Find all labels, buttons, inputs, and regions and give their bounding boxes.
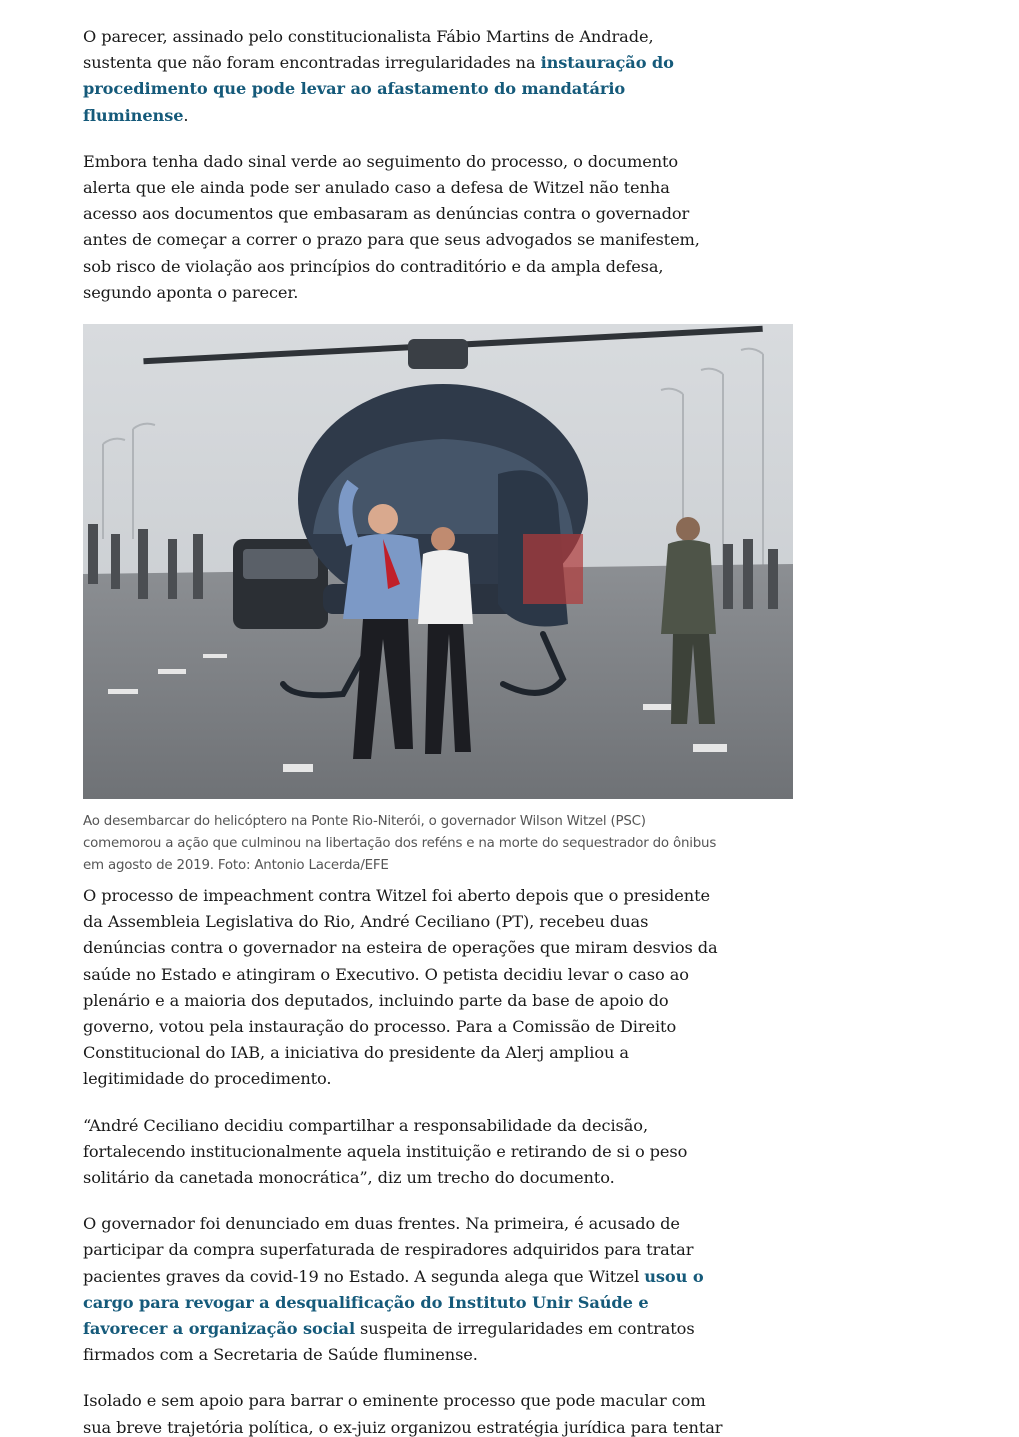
paragraph-5-text-before: O governador foi denunciado em duas frentes. Na primeira, é acusado de participar da compra superfaturada de respiradores adquiridos para tratar pacientes graves da covid-19 no Estado. A segunda alega que Witzel (83, 1214, 694, 1286)
link-instituto-unir-saude[interactable]: usou o cargo para revogar a desqualificação do Instituto Unir Saúde e favorecer a organização social (83, 1266, 704, 1339)
paragraph-2: Embora tenha dado sinal verde ao seguimento do processo, o documento alerta que ele ainda pode ser anulado caso a defesa de Witzel não tenha acesso aos documentos que embasaram as denúncias contra o governador antes de começar a correr o prazo para que seus advogados se manifestem, sob risco de violação aos princípios do contraditório e da ampla defesa, segundo aponta o parecer. (83, 151, 700, 302)
paragraph-1-text-after: . (183, 105, 189, 125)
link-procedimento-afastamento[interactable]: instauração do procedimento que pode levar ao afastamento do mandatário fluminense (83, 53, 674, 125)
paragraph-4: “André Ceciliano decidiu compartilhar a responsabilidade da decisão, fortalecendo institucionalmente aquela instituição e retirando de si o peso solitário da canetada monocrática”, diz um trecho do documento. (83, 1115, 688, 1188)
paragraph-6: Isolado e sem apoio para barrar o eminente processo que pode macular com sua breve trajetória política, o ex-juiz organizou estratégia jurídica para tentar (83, 1391, 723, 1437)
photo-helicopter-witzel (83, 324, 793, 799)
paragraph-5 (83, 1211, 723, 1368)
paragraph-3: O processo de impeachment contra Witzel foi aberto depois que o presidente da Assembleia Legislativa do Rio, André Ceciliano (PT), recebeu duas denúncias contra o governador na esteira de operações que miram desvios da saúde no Estado e atingiram o Executivo. O petista decidiu levar o caso ao plenário e a maioria dos deputados, incluindo parte da base de apoio do governo, votou pela instauração do processo. Para a Comissão de Direito Constitucional do IAB, a iniciativa do presidente da Alerj ampliou a legitimidade do procedimento. (83, 886, 718, 1089)
article-figure (83, 324, 793, 877)
photo-caption: Ao desembarcar do helicóptero na Ponte Rio-Niterói, o governador Wilson Witzel (PSC) comemorou a ação que culminou na libertação dos reféns e na morte do sequestrador do ônibus em agosto de 2019. Foto: Antonio Lacerda/EFE (83, 814, 717, 874)
paragraph-5-text-after: suspeita de irregularidades em contratos firmados com a Secretaria de Saúde fluminense. (83, 1319, 695, 1365)
paragraph-1 (83, 24, 723, 129)
paragraph-1-text-before: O parecer, assinado pelo constitucionalista Fábio Martins de Andrade, sustenta que não foram encontradas irregularidades na (83, 27, 654, 73)
article-body (83, 24, 723, 1437)
